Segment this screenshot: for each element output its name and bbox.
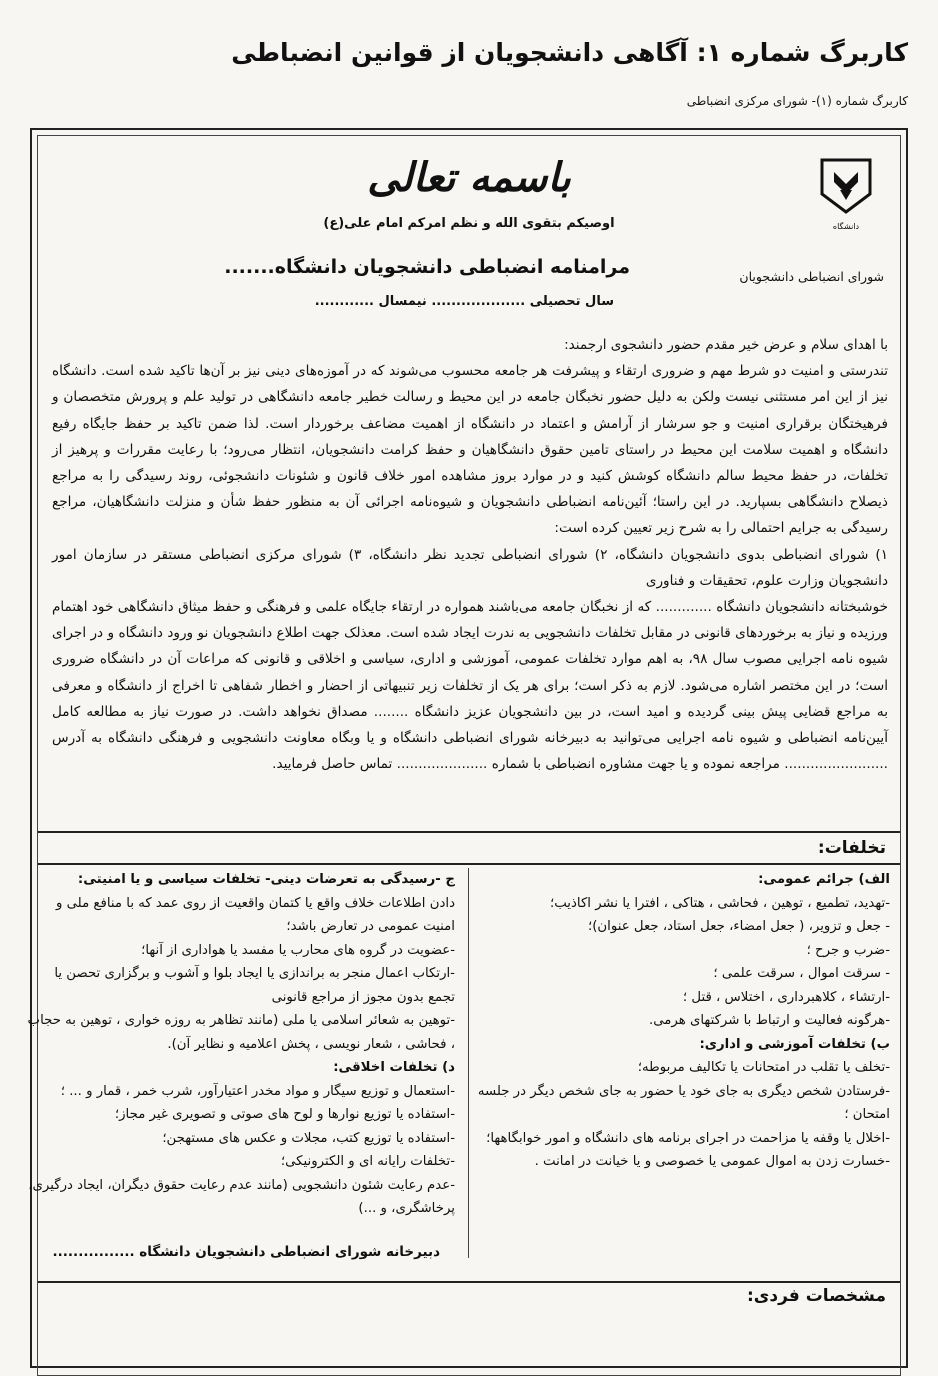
secretariat-signature: دبیرخانه شورای انضباطی دانشجویان دانشگاه ................ <box>52 1244 440 1260</box>
violation-item: -هرگونه فعالیت و ارتباط با شرکتهای هرمی. <box>648 1013 890 1028</box>
divider <box>38 863 900 865</box>
violation-item: -تهدید، تطمیع ، توهین ، فحاشی ، هتاکی ، افترا یا نشر اکاذیب؛ <box>550 895 890 911</box>
violation-item: - جعل و تزویر، ( جعل امضاء، جعل استاد، جعل عنوان)؛ <box>587 919 890 934</box>
violation-item: دادن اطلاعات خلاف واقع یا کتمان واقعیت از روی عمد که با منافع ملی و امنیت عمومی در تعارض باشد؛ <box>55 895 455 934</box>
violation-item: -ارتشاء ، کلاهبرداری ، اختلاس ، قتل ؛ <box>682 989 890 1005</box>
violations-columns <box>27 868 900 1278</box>
violations-heading: تخلفات: <box>817 838 886 858</box>
violation-item: -عضویت در گروه های محارب یا مفسد یا هواداری از آنها؛ <box>141 942 455 958</box>
violation-item: -ارتکاب اعمال منجر به براندازی یا ایجاد بلوا و آشوب و برگزاری تحصن یا تجمع بدون مجوز از مراجع قانونی <box>54 966 455 1005</box>
violation-item: -ضرب و جرح ؛ <box>806 942 890 958</box>
council-name: شورای انضباطی دانشجویان <box>739 269 884 284</box>
violations-right-column <box>460 868 890 1174</box>
violation-heading: ب) تخلفات آموزشی و اداری: <box>699 1036 890 1052</box>
inner-frame <box>27 135 901 1376</box>
intro-paragraph: خوشبختانه دانشجویان دانشگاه ............. که از نخبگان جامعه می‌باشند همواره در ارتقاء جایگاه علمی و فرهنگی و حفظ میثاق دانشگاهی خود اهتمام ورزیده و نیاز به برخوردهای قانونی در مقابل تخلفات دانشجویی به ندرت ایجاد شده است. معذلک جهت اطلاع دانشجویان نو ورود دانشگاه و در اجرای شیوه نامه اجرایی مصوب سال ۹۸، به اهم موارد تخلفات عمومی، آموزشی و اداری، سیاسی و اخلاقی و قانونی که مراعات آن در دانشگاه ضروری است؛ در این مختصر اشاره می‌شود. لازم به ذکر است؛ برای هر یک از تخلفات زیر تنبیهاتی از احضار و اخطار شفاهی تا اخراج از دانشگاه و معرفی به مراجع قضایی پیش بینی گردیده و امید است، در بین دانشجویان عزیز دانشگاه ........ مصداق نخواهد داشت. در صورت نیاز به مطالعه کامل آیین‌نامه انضباطی و شیوه نامه اجرایی می‌توانید به دبیرخانه شورای انضباطی دانشگاه و یا وبگاه معاونت دانشجویی و فرهنگی دانشگاه به آدرس ........................ مراجعه نموده و یا جهت مشاوره انضباطی با شماره ..................... تماس حاصل فرمایید. <box>52 599 889 773</box>
violation-item: - سرقت اموال ، سرقت علمی ؛ <box>713 966 890 981</box>
page-title: کاربرگ شماره ۱: آگاهی دانشجویان از قوانین انضباطی <box>231 38 908 67</box>
violation-heading: د) تخلفات اخلاقی: <box>333 1060 455 1075</box>
basmala: باسمه تعالی <box>367 154 571 201</box>
violation-item: -استعمال و توزیع سیگار و مواد مخدر اعتیارآور، شرب خمر ، قمار و ... ؛ <box>60 1083 455 1099</box>
academic-year-line: سال تحصیلی ................... نیمسال ............ <box>314 294 614 309</box>
intro-paragraph: تندرستی و امنیت دو شرط مهم و ضروری ارتقاء و پیشرفت هر جامعه محسوب می‌شوند که در آموزه‌های دینی نیز بر آن‌ها تاکید شده است. دانشگاه نیز از این امر مستثنی نیست ولکن به دلیل حضور نخبگان جامعه در این محیط و رسالت خطیر جامعه دانشگاهی در تولید علم و پرورش متخصصان و فرهیختگان برقراری امنیت و جو سرشار از آرامش و اعتماد در دانشگاه از اهمیت مضاعف برخوردار است. لذا ضمن تاکید بر حفظ جایگاه رفیع دانشگاه و اهمیت سلامت این محیط در راستای تامین حقوق دانشگاهیان و حفظ کرامت دانشجویان، انتظار می‌رود؛ با رعایت مقررات و پرهیز از تخلفات، در حفظ محیط سالم دانشگاه کوشش کنید و در موارد بروز مشاهده امور خلاف قانون و شئونات دانشجوئی، روند رسیدگی را به مراجع ذیصلاح دانشگاهی بسپارید. در این راستا؛ آئین‌نامه انضباطی دانشجویان و شیوه‌نامه اجرائی آن به منظور حفظ شأن و منزلت دانشگاهیان، مراجع رسیدگی به جرایم احتمالی را به شرح زیر تعیین کرده است: <box>52 363 888 537</box>
divider <box>38 1281 900 1283</box>
worksheet-caption: کاربرگ شماره (۱)- شورای مرکزی انضباطی <box>686 94 908 108</box>
divider <box>38 831 900 833</box>
violation-item: -توهین به شعائر اسلامی یا ملی (مانند تظاهر به روزه خواری ، توهین به حجاب ، فحاشی ، شعار نویسی ، پخش اعلامیه و نظایر آن). <box>27 1013 455 1052</box>
violation-item: -خسارت زدن به اموال عمومی یا خصوصی و یا خیانت در امانت . <box>534 1154 890 1169</box>
violation-item: -استفاده یا توزیع نوارها و لوح های صوتی و تصویری غیر مجاز؛ <box>114 1107 455 1122</box>
violation-item: -اخلال یا وقفه یا مزاحمت در اجرای برنامه های دانشگاه و امور خوابگاهها؛ <box>486 1130 890 1146</box>
logo-text: دانشگاه <box>832 222 860 231</box>
violations-left-column <box>27 868 455 1221</box>
violation-item: -استفاده یا توزیع کتب، مجلات و عکس های مستهجن؛ <box>162 1130 455 1146</box>
intro-greeting: با اهدای سلام و عرض خیر مقدم حضور دانشجوی ارجمند: <box>564 337 888 353</box>
violation-heading: الف) جرائم عمومی: <box>758 872 890 887</box>
document-frame <box>27 128 908 1368</box>
imam-ali-quote: اوصیکم بتقوی الله و نظم امرکم امام علی(ع) <box>323 216 615 231</box>
charter-title: مرامنامه انضباطی دانشجویان دانشگاه....... <box>224 256 630 278</box>
violation-item: -عدم رعایت شئون دانشجویی (مانند عدم رعایت حقوق دیگران، ایجاد درگیری، پرخاشگری، و ...) <box>28 1177 455 1216</box>
personal-info-heading: مشخصات فردی: <box>746 1286 886 1306</box>
violation-item: -تخلفات رایانه ای و الکترونیکی؛ <box>280 1154 455 1169</box>
violation-item: -تخلف یا تقلب در امتحانات یا تکالیف مربوطه؛ <box>637 1060 890 1075</box>
violation-heading: ج -رسیدگی به تعرضات دینی- تخلفات سیاسی و یا امنیتی: <box>77 872 455 887</box>
intro-text <box>52 332 888 777</box>
intro-authorities: ۱) شورای انضباطی بدوی دانشجویان دانشگاه، ۲) شورای انضباطی تجدید نظر دانشگاه، ۳) شورای مرکزی انضباطی مستقر در سازمان امور دانشجویان وزارت علوم، تحقیقات و فناوری <box>52 546 889 589</box>
violation-item: -فرستادن شخص دیگری به جای خود یا حضور به جای شخص دیگر در جلسه امتحان ؛ <box>477 1083 890 1122</box>
